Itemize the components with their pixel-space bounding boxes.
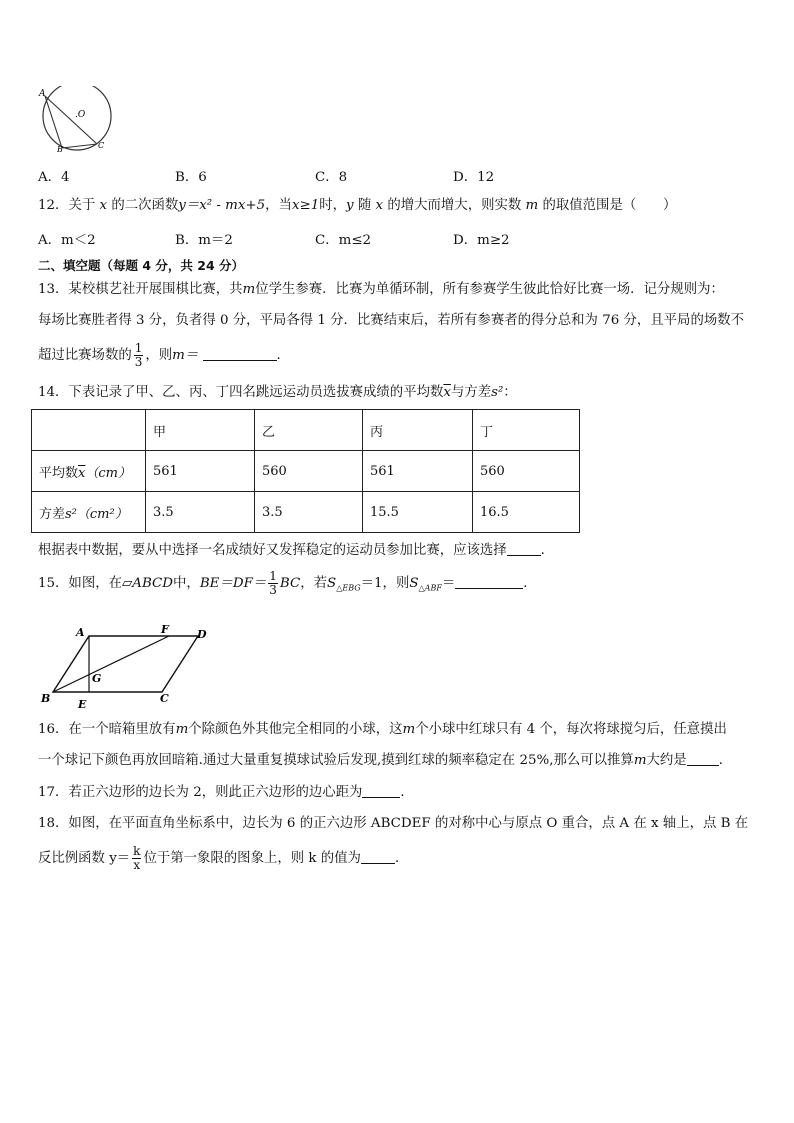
table-row (32, 451, 580, 492)
table-header-cell (32, 410, 146, 451)
parallelogram-figure (38, 624, 214, 710)
q11-option-d: D．12 (453, 170, 495, 185)
section-title: 二、填空题（每题 4 分，共 24 分） (38, 258, 245, 273)
q12-option-c: C．m≤2 (315, 233, 372, 248)
circle-figure (38, 86, 118, 152)
q11-option-a: A．4 (38, 170, 70, 185)
q12-stem: 12．关于 x 的二次函数y＝x² - mx+5，当x≥1时，y 随 x 的增大而增大，则实数 m 的取值范围是（ ） (38, 198, 677, 213)
label-a: A (76, 626, 85, 639)
parallelogram-abcd (53, 636, 198, 692)
table-header-cell: 甲 (146, 410, 255, 451)
label-a: A (39, 89, 46, 99)
label-b: B (57, 145, 63, 152)
answer-blank[interactable] (361, 849, 395, 864)
fraction-one-third: $\frac{1}{3}$ (134, 341, 143, 369)
table-cell: 561 (146, 451, 255, 492)
table-cell: 15.5 (363, 492, 473, 533)
q13-line1: 13．某校棋艺社开展围棋比赛，共m位学生参赛．比赛为单循环制，所有参赛学生彼此恰好比赛一场．记分规则为： (38, 282, 724, 297)
table-cell: 560 (473, 451, 580, 492)
answer-blank[interactable] (203, 346, 277, 361)
label-f: F (161, 624, 169, 636)
table-header-cell: 乙 (255, 410, 363, 451)
label-o: .O (75, 110, 86, 120)
q12-option-a: A．m＜2 (38, 233, 96, 248)
q15-stem: 15．如图，在▱ABCD中，BE＝DF＝ $\frac{1}{3}$ BC，若$S_{\triangle EBG}=1$，则$S_{\triangle ABF}=$ ． (38, 569, 537, 597)
table-row (32, 492, 580, 533)
table-header-row (32, 410, 580, 451)
table-header-cell: 丁 (473, 410, 580, 451)
table-cell: 3.5 (146, 492, 255, 533)
fraction-k-over-x: $\frac{k}{x}$ (133, 844, 141, 872)
q13-line3: 超过比赛场数的 $\frac{1}{3}$ ，则m＝ ． (38, 341, 290, 369)
q12-option-b: B．m＝2 (175, 233, 233, 248)
row-label-variance: 方差s²（cm²） (32, 492, 146, 533)
q11-option-c: C．8 (315, 170, 348, 185)
q12-option-d: D．m≥2 (453, 233, 510, 248)
answer-blank[interactable] (687, 751, 719, 766)
label-g: G (92, 672, 102, 685)
table-cell: 561 (363, 451, 473, 492)
table-cell: 16.5 (473, 492, 580, 533)
table-cell: 3.5 (255, 492, 363, 533)
q13-line2: 每场比赛胜者得 3 分，负者得 0 分，平局各得 1 分．比赛结束后，若所有参赛者的得分总和为 76 分，且平局的场数不 (38, 313, 745, 328)
answer-blank[interactable] (507, 541, 541, 556)
q14-conclusion: 根据表中数据，要从中选择一名成绩好又发挥稳定的运动员参加比赛，应该选择 ． (38, 543, 555, 558)
q16-line1: 16．在一个暗箱里放有m个除颜色外其他完全相同的小球，这m个小球中红球只有 4 个，每次将球搅匀后，任意摸出 (38, 722, 727, 737)
answer-blank[interactable] (362, 783, 400, 798)
q18-line2: 反比例函数 y＝ $\frac{k}{x}$ 位于第一象限的图象上，则 k 的值为 ． (38, 844, 409, 872)
q11-option-b: B．6 (175, 170, 207, 185)
table-header-cell: 丙 (363, 410, 473, 451)
fraction-one-third: $\frac{1}{3}$ (269, 569, 277, 597)
q17-stem: 17．若正六边形的边长为 2，则此正六边形的边心距为 ． (38, 785, 414, 800)
q14-intro: 14．下表记录了甲、乙、丙、丁四名跳远运动员选拔赛成绩的平均数$\overline{x}$与方差s²： (38, 385, 517, 400)
label-c: C (160, 692, 169, 705)
label-d: D (197, 628, 207, 641)
answer-blank[interactable] (455, 574, 523, 589)
results-table (31, 409, 580, 533)
label-c: C (98, 141, 105, 150)
row-label-mean: 平均数$\overline{x}(cm)$ (32, 451, 146, 492)
table-cell: 560 (255, 451, 363, 492)
label-b: B (41, 692, 51, 705)
q18-line1: 18．如图，在平面直角坐标系中，边长为 6 的正六边形 ABCDEF 的对称中心与原点 O 重合，点 A 在 x 轴上，点 B 在 (38, 816, 749, 831)
q16-line2: 一个球记下颜色再放回暗箱.通过大量重复摸球试验后发现,摸到红球的频率稳定在 25%,那么可以推算m大约是 ． (38, 753, 733, 768)
label-e: E (78, 698, 87, 710)
